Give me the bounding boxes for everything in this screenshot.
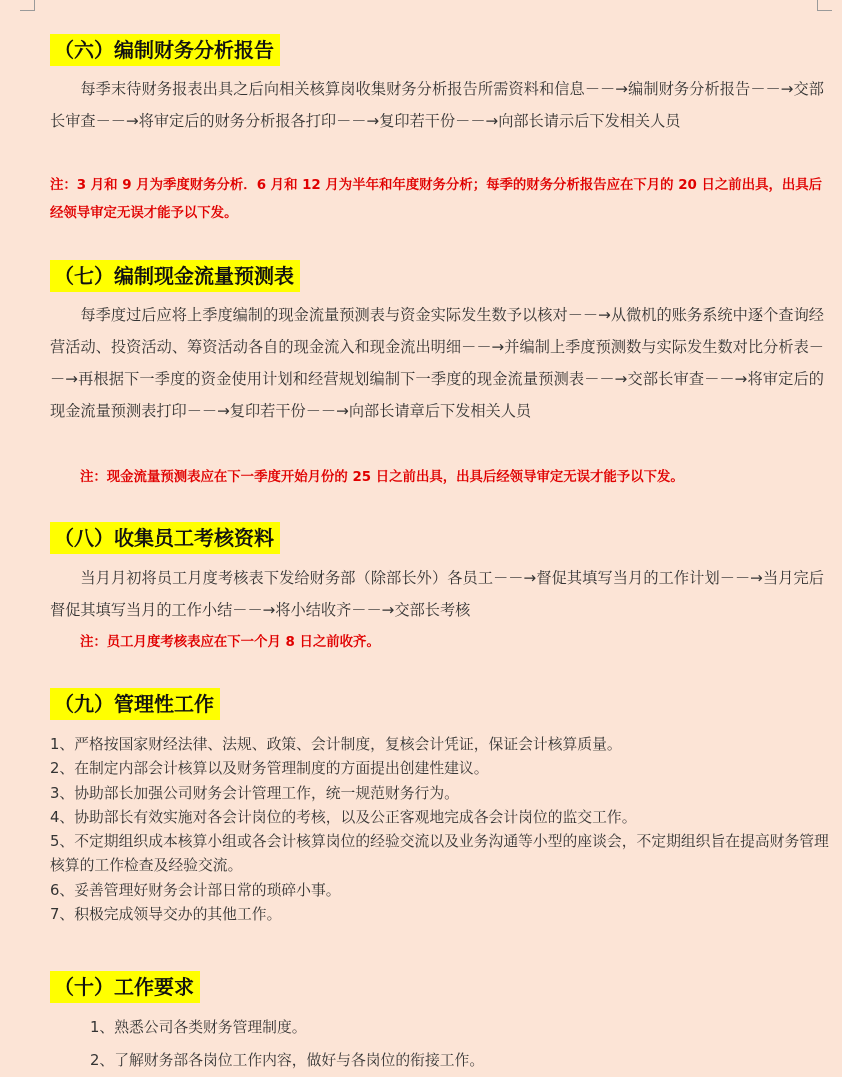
- management-item-7: 7、积极完成领导交办的其他工作。: [50, 906, 282, 924]
- section-paragraph-8: 当月月初将员工月度考核表下发给财务部（除部长外）各员工－－→督促其填写当月的工作计划－－→当月完后督促其填写当月的工作小结－－→将小结收齐－－→交部长考核: [50, 569, 824, 619]
- section-paragraph-7: 每季度过后应将上季度编制的现金流量预测表与资金实际发生数予以核对－－→从微机的账务系统中逐个查询经营活动、投资活动、筹资活动各自的现金流入和现金流出明细－－→并编制上季度预测数与实际发生数对比分析表－－→再根据下一季度的资金使用计划和经营规划编制下一季度的现金流量预测表－－→交部长审查－－→将审定后的现金流量预测表打印－－→复印若干份－－→向部长请章后下发相关人员: [50, 306, 824, 420]
- management-list: [50, 733, 830, 927]
- section-heading-8: （八）收集员工考核资料: [50, 522, 280, 554]
- requirement-item-2: 2、了解财务部各岗位工作内容，做好与各岗位的衔接工作。: [90, 1052, 485, 1069]
- management-item-4: 4、协助部长有效实施对各会计岗位的考核，以及公正客观地完成各会计岗位的监交工作。: [50, 808, 637, 826]
- section-note-6: 注：3 月和 9 月为季度财务分析．6 月和 12 月为半年和年度财务分析；每季的财务分析报告应在下月的 20 日之前出具，出具后经领导审定无误才能予以下发。: [50, 178, 823, 221]
- section-heading-6: （六）编制财务分析报告: [50, 34, 280, 66]
- management-item-6: 6、妥善管理好财务会计部日常的琐碎小事。: [50, 881, 341, 899]
- management-item-3: 3、协助部长加强公司财务会计管理工作，统一规范财务行为。: [50, 784, 459, 802]
- management-item-5: 5、不定期组织成本核算小组或各会计核算岗位的经验交流以及业务沟通等小型的座谈会，不定期组织旨在提高财务管理核算的工作检查及经验交流。: [50, 833, 829, 875]
- section-heading-9: （九）管理性工作: [50, 688, 220, 720]
- requirement-item-1: 1、熟悉公司各类财务管理制度。: [90, 1019, 307, 1036]
- section-paragraph-6: 每季末待财务报表出具之后向相关核算岗收集财务分析报告所需资料和信息－－→编制财务分析报告－－→交部长审查－－→将审定后的财务分析报各打印－－→复印若干份－－→向部长请示后下发相关人员: [50, 80, 824, 130]
- page-corner-mark-left: [20, 0, 35, 11]
- page-corner-mark-right: [817, 0, 832, 11]
- section-note-8: 注：员工月度考核表应在下一个月 8 日之前收齐。: [80, 635, 380, 650]
- management-item-1: 1、严格按国家财经法律、法规、政策、会计制度，复核会计凭证，保证会计核算质量。: [50, 736, 622, 753]
- management-item-2: 2、在制定内部会计核算以及财务管理制度的方面提出创建性建议。: [50, 760, 489, 778]
- section-heading-10: （十）工作要求: [50, 971, 200, 1003]
- section-heading-7: （七）编制现金流量预测表: [50, 260, 300, 292]
- section-note-7: 注：现金流量预测表应在下一季度开始月份的 25 日之前出具，出具后经领导审定无误才能予以下发。: [80, 470, 684, 485]
